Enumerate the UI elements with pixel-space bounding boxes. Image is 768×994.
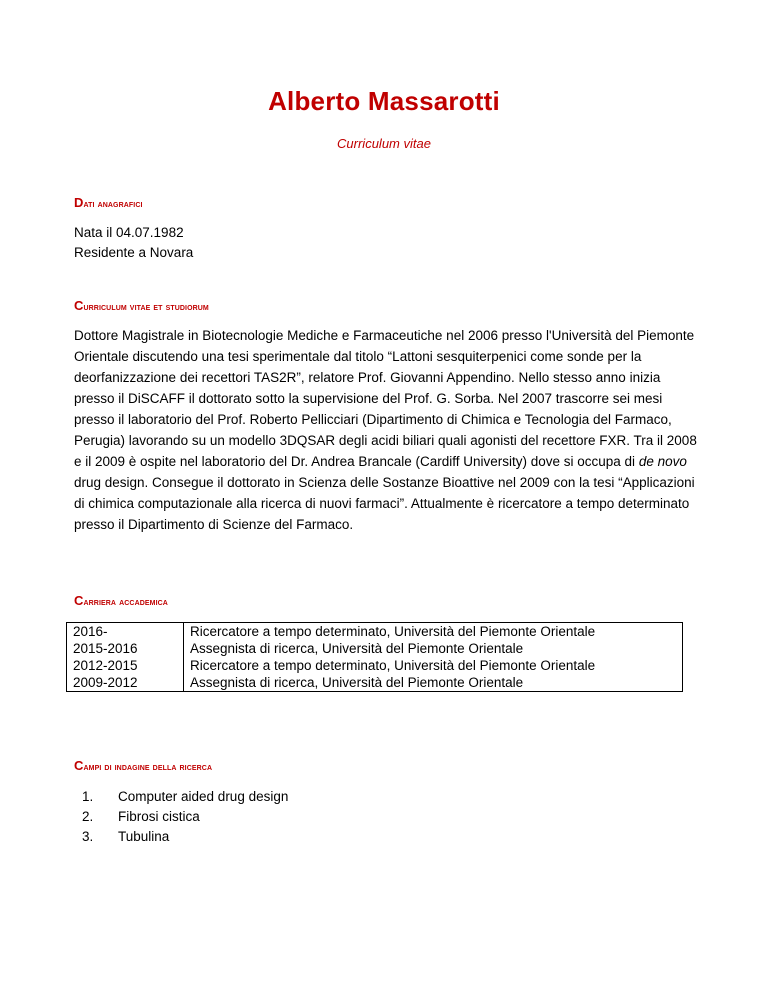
- cv-name-title: Alberto Massarotti: [268, 86, 500, 116]
- heading-dati-anagrafici: [74, 195, 143, 210]
- career-role: Assegnista di ricerca, Università del Piemonte Orientale: [184, 640, 683, 657]
- table-row: [67, 623, 683, 641]
- table-row: [67, 657, 683, 674]
- heading-rest: arriera accademica: [83, 596, 168, 608]
- curriculum-text-part2: drug design. Consegue il dottorato in Scienza delle Sostanze Bioattive nel 2009 con la tesi “Applicazioni di chimica computazionale alla ricerca di nuovi farmaci”. Attualmente è ricercatore a tempo determinato presso il Dipartimento di Scienze del Farmaco.: [74, 475, 695, 532]
- heading-curriculum-studiorum: [74, 298, 209, 313]
- heading-rest: urriculum vitae et studiorum: [83, 301, 209, 313]
- table-row: [67, 674, 683, 692]
- career-year: 2009-2012: [67, 674, 184, 692]
- heading-initial: C: [74, 758, 84, 773]
- list-number: 3.: [82, 829, 94, 844]
- heading-rest: ati anagrafici: [83, 198, 143, 210]
- research-list: [74, 787, 288, 847]
- career-year: 2016-: [67, 623, 184, 641]
- career-table: [66, 622, 683, 692]
- list-item: [74, 827, 288, 847]
- heading-initial: C: [74, 298, 84, 313]
- heading-carriera-accademica: [74, 593, 168, 608]
- list-label: Computer aided drug design: [118, 789, 289, 804]
- dati-anagrafici-block: [74, 223, 694, 263]
- curriculum-italic-term: de novo: [638, 454, 687, 469]
- career-year: 2015-2016: [67, 640, 184, 657]
- heading-rest: ampi di indagine della ricerca: [83, 761, 213, 773]
- curriculum-text-part1: Dottore Magistrale in Biotecnologie Mediche e Farmaceutiche nel 2006 presso l'Università del Piemonte Orientale discutendo una tesi sperimentale dal titolo “Lattoni sesquiterpenici come sonde per la deorfanizzazione dei recettori TAS2R”, relatore Prof. Giovanni Appendino. Nello stesso anno inizia presso il DiSCAFF il dottorato sotto la supervisione del Prof. G. Sorba. Nel 2007 trascorre sei mesi presso il laboratorio del Prof. Roberto Pellicciari (Dipartimento di Chimica e Tecnologia del Farmaco, Perugia) lavorando su un modello 3DQSAR degli acidi biliari quali agonisti del recettore FXR. Tra il 2008 e il 2009 è ospite nel laboratorio del Dr. Andrea Brancale (Cardiff University) dove si occupa di: [74, 328, 697, 469]
- career-role: Ricercatore a tempo determinato, Università del Piemonte Orientale: [184, 623, 683, 641]
- cv-subtitle: Curriculum vitae: [337, 136, 431, 151]
- heading-campi-indagine: [74, 758, 212, 773]
- list-number: 2.: [82, 809, 94, 824]
- heading-initial: D: [74, 195, 84, 210]
- career-role: Assegnista di ricerca, Università del Piemonte Orientale: [184, 674, 683, 692]
- heading-initial: C: [74, 593, 84, 608]
- career-role: Ricercatore a tempo determinato, Università del Piemonte Orientale: [184, 657, 683, 674]
- list-item: [74, 787, 288, 807]
- birth-date-line: Nata il 04.07.1982: [74, 225, 184, 240]
- list-label: Tubulina: [118, 829, 170, 844]
- table-row: [67, 640, 683, 657]
- career-year: 2012-2015: [67, 657, 184, 674]
- list-item: [74, 807, 288, 827]
- list-label: Fibrosi cistica: [118, 809, 200, 824]
- residence-line: Residente a Novara: [74, 245, 194, 260]
- list-number: 1.: [82, 789, 94, 804]
- curriculum-paragraph: [74, 325, 702, 535]
